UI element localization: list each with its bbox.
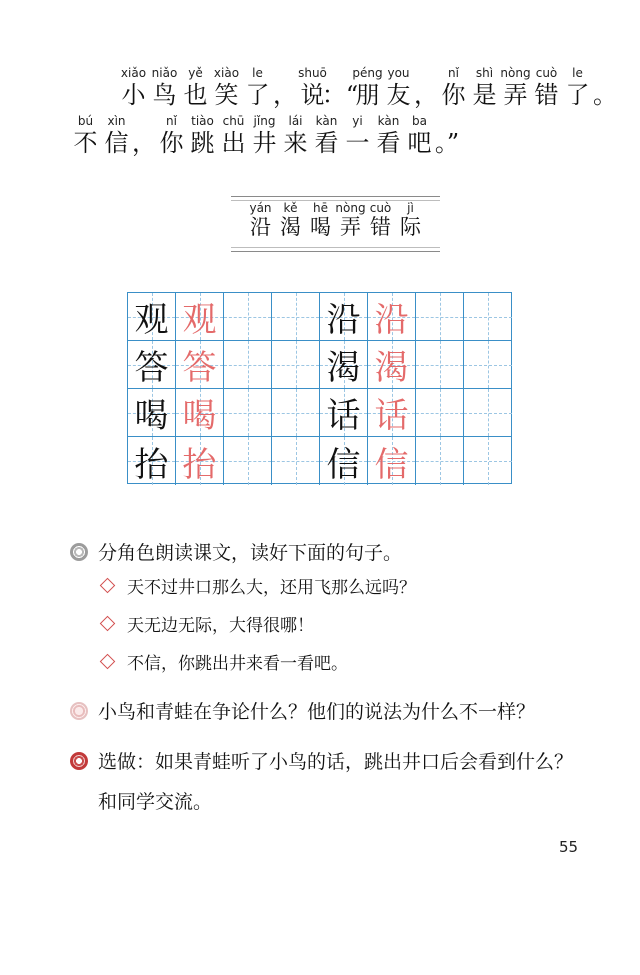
hanzi: 看 bbox=[314, 129, 339, 157]
ruby-character bbox=[352, 66, 383, 110]
grid-cell bbox=[320, 389, 368, 437]
hanzi: 说 bbox=[300, 81, 325, 109]
page-number: 55 bbox=[559, 838, 579, 856]
grid-cell bbox=[224, 437, 272, 485]
grid-cell bbox=[176, 437, 224, 485]
grid-cell bbox=[464, 437, 512, 485]
hanzi: 不 bbox=[73, 129, 98, 157]
hanzi: 来 bbox=[283, 129, 308, 157]
ruby-character bbox=[336, 201, 366, 247]
punctuation bbox=[414, 66, 438, 110]
hanzi: 你 bbox=[441, 81, 466, 109]
ruby-character bbox=[101, 114, 132, 158]
hanzi: 弄 bbox=[340, 215, 361, 239]
grid-cell bbox=[128, 389, 176, 437]
exercise-2-text: 小鸟和青蛙在争论什么？他们的说法为什么不一样？ bbox=[98, 701, 536, 723]
ruby-character bbox=[404, 114, 435, 158]
grid-cell bbox=[416, 293, 464, 341]
pinyin: nòng bbox=[335, 201, 366, 215]
model-character: 话 bbox=[326, 396, 361, 436]
hanzi: 小 bbox=[121, 81, 146, 109]
model-character: 抬 bbox=[134, 444, 169, 485]
diamond-icon bbox=[100, 616, 116, 632]
grid-cell bbox=[320, 437, 368, 485]
exercise-3-continued bbox=[98, 787, 212, 814]
exercise-1-item bbox=[102, 611, 314, 636]
grid-cell bbox=[128, 341, 176, 389]
ruby-character bbox=[276, 201, 306, 247]
exercise-1-item bbox=[102, 649, 348, 674]
trace-character: 渴 bbox=[374, 348, 409, 388]
grid-cell bbox=[368, 437, 416, 485]
pinyin: jǐng bbox=[253, 114, 276, 128]
model-character: 答 bbox=[134, 348, 169, 388]
exercise-1-item-text: 不信，你跳出井来看一看吧。 bbox=[127, 654, 348, 674]
hanzi: 喝 bbox=[310, 215, 331, 239]
pinyin: kě bbox=[283, 201, 298, 215]
hanzi: 井 bbox=[252, 129, 277, 157]
trace-character: 抬 bbox=[182, 444, 217, 485]
pinyin: le bbox=[572, 66, 583, 80]
grid-cell bbox=[464, 341, 512, 389]
grid-cell bbox=[368, 293, 416, 341]
ruby-character bbox=[218, 114, 249, 158]
pinyin: yán bbox=[249, 201, 272, 215]
ruby-character bbox=[373, 114, 404, 158]
grid-cell bbox=[272, 389, 320, 437]
trace-character: 观 bbox=[182, 300, 217, 340]
story-line-1 bbox=[118, 66, 617, 110]
pinyin: xìn bbox=[107, 114, 126, 128]
pinyin: péng bbox=[352, 66, 383, 80]
character-writing-grid bbox=[127, 292, 512, 484]
think-icon bbox=[70, 702, 88, 720]
grid-cell bbox=[224, 389, 272, 437]
model-character: 喝 bbox=[134, 396, 169, 436]
ruby-character bbox=[70, 114, 101, 158]
hanzi: 笑 bbox=[214, 81, 239, 109]
exercise-1-item bbox=[102, 573, 416, 598]
ruby-character bbox=[383, 66, 414, 110]
pinyin: niǎo bbox=[151, 66, 178, 80]
ruby-character bbox=[306, 201, 336, 247]
pinyin: xiǎo bbox=[120, 66, 147, 80]
hanzi: 吧 bbox=[407, 129, 432, 157]
hanzi: 沿 bbox=[250, 215, 271, 239]
hanzi: ， bbox=[414, 81, 438, 109]
pinyin: tiào bbox=[191, 114, 214, 128]
ruby-character bbox=[396, 201, 426, 247]
model-character: 观 bbox=[134, 300, 169, 340]
ruby-character bbox=[211, 66, 242, 110]
new-words-box bbox=[231, 196, 440, 252]
ruby-character bbox=[469, 66, 500, 110]
pinyin: nòng bbox=[500, 66, 531, 80]
exercise-3-text-continued: 和同学交流。 bbox=[98, 791, 213, 813]
exercise-3 bbox=[70, 747, 573, 774]
trace-character: 信 bbox=[374, 444, 409, 485]
hanzi: 鸟 bbox=[152, 81, 177, 109]
hanzi: 你 bbox=[159, 129, 184, 157]
ruby-character bbox=[438, 66, 469, 110]
exercise-3-text: 选做：如果青蛙听了小鸟的话，跳出井口后会看到什么？ bbox=[98, 751, 574, 773]
grid-cell bbox=[320, 341, 368, 389]
pinyin: le bbox=[252, 66, 263, 80]
grid-cell bbox=[416, 389, 464, 437]
model-character: 渴 bbox=[326, 348, 361, 388]
diamond-icon bbox=[100, 578, 116, 594]
ruby-character bbox=[531, 66, 562, 110]
pinyin: hē bbox=[313, 201, 328, 215]
ruby-character bbox=[180, 66, 211, 110]
model-character: 信 bbox=[326, 444, 361, 485]
pinyin: cuò bbox=[535, 66, 558, 80]
hanzi: 。 bbox=[593, 81, 617, 109]
hanzi: 了 bbox=[245, 81, 270, 109]
grid-cell bbox=[416, 341, 464, 389]
hanzi: 渴 bbox=[280, 215, 301, 239]
grid-cell bbox=[416, 437, 464, 485]
story-line-2 bbox=[70, 114, 459, 158]
exercise-1 bbox=[70, 538, 402, 565]
ruby-character bbox=[118, 66, 149, 110]
hanzi: 是 bbox=[472, 81, 497, 109]
grid-cell bbox=[368, 389, 416, 437]
ruby-character bbox=[249, 114, 280, 158]
punctuation bbox=[435, 114, 459, 158]
hanzi: 弄 bbox=[503, 81, 528, 109]
grid-cell bbox=[464, 293, 512, 341]
pinyin: kàn bbox=[315, 114, 338, 128]
hanzi: 了 bbox=[565, 81, 590, 109]
ruby-character bbox=[242, 66, 273, 110]
punctuation bbox=[593, 66, 617, 110]
grid-cell bbox=[272, 437, 320, 485]
pinyin: bú bbox=[77, 114, 94, 128]
grid-cell bbox=[176, 341, 224, 389]
ruby-character bbox=[311, 114, 342, 158]
hanzi: ， bbox=[273, 81, 297, 109]
pinyin: xiào bbox=[213, 66, 240, 80]
read-aloud-icon bbox=[70, 543, 88, 561]
optional-task-icon bbox=[70, 752, 88, 770]
exercise-1-item-text: 天不过井口那么大，还用飞那么远吗？ bbox=[127, 578, 416, 598]
hanzi: 信 bbox=[104, 129, 129, 157]
grid-cell bbox=[224, 341, 272, 389]
hanzi: 看 bbox=[376, 129, 401, 157]
pinyin: shì bbox=[475, 66, 494, 80]
hanzi: 朋 bbox=[355, 81, 380, 109]
pinyin: shuō bbox=[298, 66, 327, 80]
grid-cell bbox=[224, 293, 272, 341]
pinyin: chū bbox=[222, 114, 245, 128]
trace-character: 喝 bbox=[182, 396, 217, 436]
pinyin: jì bbox=[407, 201, 414, 215]
hanzi: ：“ bbox=[321, 81, 359, 109]
hanzi: 跳 bbox=[190, 129, 215, 157]
grid-cell bbox=[272, 293, 320, 341]
model-character: 沿 bbox=[326, 300, 361, 340]
hanzi: 。” bbox=[434, 129, 460, 157]
ruby-character bbox=[500, 66, 531, 110]
ruby-character bbox=[366, 201, 396, 247]
pinyin: ba bbox=[412, 114, 427, 128]
pinyin: lái bbox=[288, 114, 303, 128]
pinyin: nǐ bbox=[166, 114, 177, 128]
ruby-character bbox=[149, 66, 180, 110]
pinyin: you bbox=[387, 66, 410, 80]
grid-cell bbox=[176, 293, 224, 341]
hanzi: 一 bbox=[345, 129, 370, 157]
hanzi: 际 bbox=[400, 215, 421, 239]
ruby-character bbox=[187, 114, 218, 158]
exercise-2 bbox=[70, 697, 535, 724]
hanzi: 出 bbox=[221, 129, 246, 157]
ruby-character bbox=[280, 114, 311, 158]
punctuation bbox=[273, 66, 297, 110]
pinyin: yi bbox=[352, 114, 363, 128]
grid-cell bbox=[272, 341, 320, 389]
pinyin: yě bbox=[188, 66, 203, 80]
pinyin: kàn bbox=[377, 114, 400, 128]
exercise-1-item-text: 天无边无际，大得很哪！ bbox=[127, 616, 314, 636]
grid-cell bbox=[368, 341, 416, 389]
hanzi: 错 bbox=[534, 81, 559, 109]
grid-cell bbox=[128, 437, 176, 485]
trace-character: 话 bbox=[374, 396, 409, 436]
ruby-character bbox=[246, 201, 276, 247]
grid-cell bbox=[464, 389, 512, 437]
punctuation bbox=[321, 66, 359, 110]
grid-cell bbox=[320, 293, 368, 341]
hanzi: ， bbox=[132, 129, 156, 157]
ruby-character bbox=[562, 66, 593, 110]
trace-character: 答 bbox=[182, 348, 217, 388]
exercise-1-text: 分角色朗读课文，读好下面的句子。 bbox=[98, 542, 403, 564]
trace-character: 沿 bbox=[374, 300, 409, 340]
grid-cell bbox=[128, 293, 176, 341]
grid-cell bbox=[176, 389, 224, 437]
punctuation bbox=[132, 114, 156, 158]
hanzi: 错 bbox=[370, 215, 391, 239]
pinyin: nǐ bbox=[448, 66, 459, 80]
hanzi: 也 bbox=[183, 81, 208, 109]
ruby-character bbox=[156, 114, 187, 158]
ruby-character bbox=[342, 114, 373, 158]
hanzi: 友 bbox=[386, 81, 411, 109]
pinyin: cuò bbox=[369, 201, 392, 215]
diamond-icon bbox=[100, 654, 116, 670]
